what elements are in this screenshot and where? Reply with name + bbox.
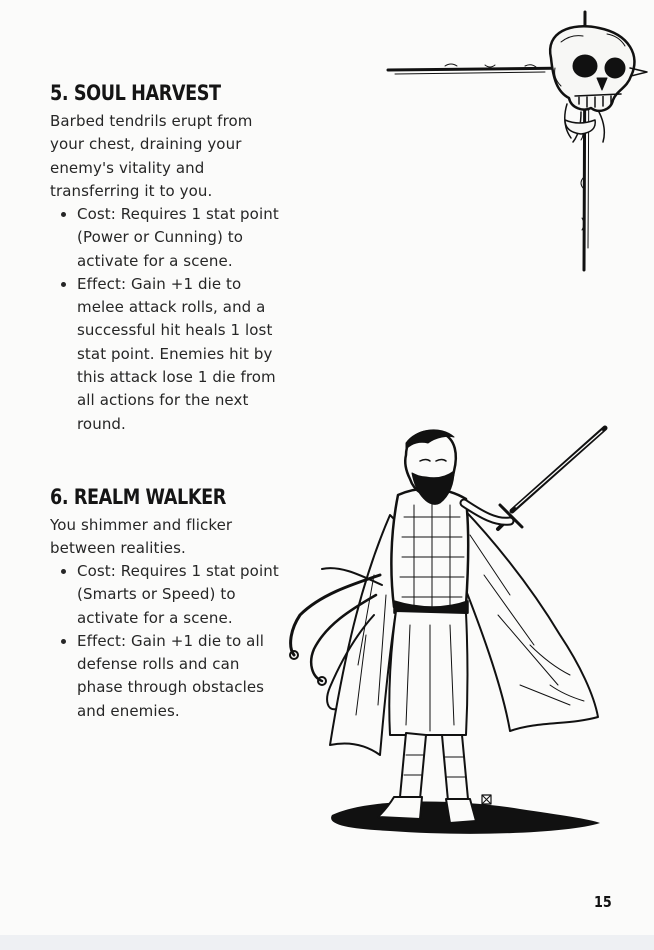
bullet-effect: • Effect: Gain +1 die to all defense rolls and can phase through obstacles and enemies. <box>77 630 282 723</box>
bullet-cost: • Cost: Requires 1 stat point (Smarts or Speed) to activate for a scene. <box>77 560 282 630</box>
skull-staff-illustration <box>385 8 650 273</box>
section-bullets-realm-walker <box>50 560 282 723</box>
bullet-cost: • Cost: Requires 1 stat point (Power or Cunning) to activate for a scene. <box>77 203 282 273</box>
viewer-bottom-bar <box>0 935 654 950</box>
section-intro-soul-harvest: Barbed tendrils erupt from your chest, draining your enemy's vitality and transferring it to you. <box>50 112 253 200</box>
section-bullets-soul-harvest <box>50 203 282 436</box>
section-heading-soul-harvest: 5. SOUL HARVEST <box>50 81 221 105</box>
page-number: 15 <box>594 893 612 911</box>
bullet-effect: • Effect: Gain +1 die to melee attack rolls, and a successful hit heals 1 lost stat point. Enemies hit by this attack lose 1 die from all actions for the next round. <box>77 273 282 436</box>
section-heading-realm-walker: 6. REALM WALKER <box>50 485 226 509</box>
section-intro-realm-walker: You shimmer and flicker between realities. <box>50 516 233 558</box>
warrior-illustration <box>270 425 615 845</box>
